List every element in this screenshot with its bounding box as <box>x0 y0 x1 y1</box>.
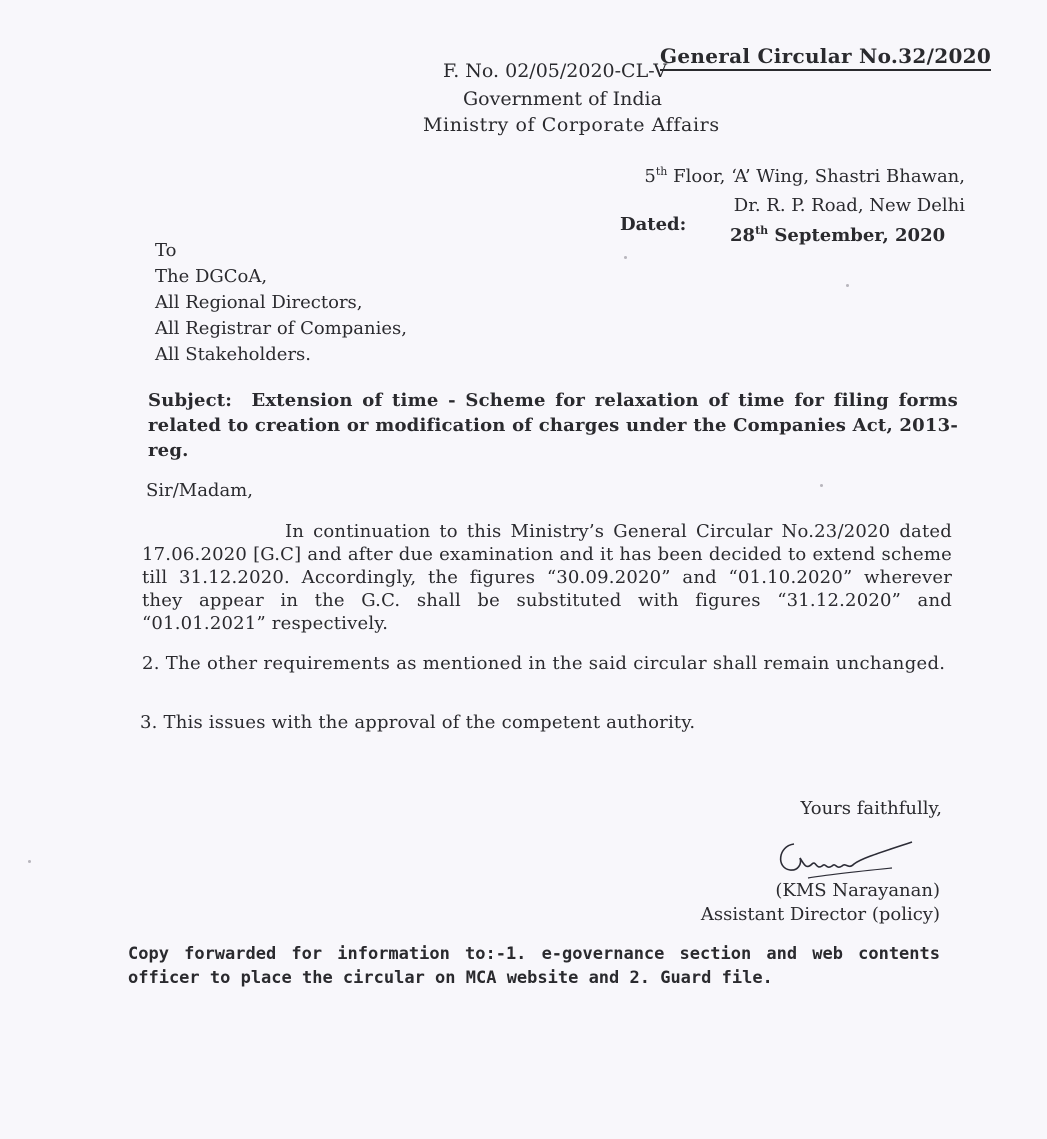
signatory-name: (KMS Narayanan) <box>775 880 940 901</box>
scan-speck <box>820 484 823 487</box>
address-line-2: Dr. R. P. Road, New Delhi <box>733 195 965 216</box>
closing-phrase: Yours faithfully, <box>800 798 942 819</box>
recipient-item: All Registrar of Companies, <box>155 318 407 339</box>
paragraph-2: 2. The other requirements as mentioned in the said circular shall remain unchanged. <box>142 653 946 674</box>
subject-text: Extension of time - Scheme for relaxation of time for filing forms related to creation or modification of charges under the Companies Act, 2013- reg. <box>148 390 958 461</box>
salutation: Sir/Madam, <box>146 480 253 501</box>
scan-speck <box>624 256 627 259</box>
subject-label: Subject: <box>148 390 233 411</box>
subject-line <box>148 388 958 463</box>
address-line-1 <box>644 165 965 187</box>
government-name: Government of India <box>463 88 662 110</box>
recipient-item: All Regional Directors, <box>155 292 363 313</box>
dated-value <box>730 224 945 246</box>
recipient-item: All Stakeholders. <box>155 344 312 365</box>
dated-label: Dated: <box>620 214 687 235</box>
circular-number: General Circular No.32/2020 <box>660 44 991 71</box>
date-day: 28 <box>730 225 756 246</box>
recipient-item: The DGCoA, <box>155 266 268 287</box>
date-suffix: th <box>755 224 769 237</box>
address-line-1-text: Floor, ‘A’ Wing, Shastri Bhawan, <box>667 166 965 187</box>
to-label: To <box>155 240 177 261</box>
floor-number: 5 <box>644 166 656 187</box>
signatory-designation: Assistant Director (policy) <box>700 904 940 925</box>
scan-speck <box>846 284 849 287</box>
recipients-block <box>155 238 407 368</box>
scan-speck <box>28 860 31 863</box>
floor-suffix: th <box>655 165 668 178</box>
ministry-name: Ministry of Corporate Affairs <box>423 114 720 136</box>
copy-forwarded-note: Copy forwarded for information to:-1. e-governance section and web contents officer to place the circular on MCA website and 2. Guard file. <box>128 944 940 988</box>
paragraph-1: In continuation to this Ministry’s General Circular No.23/2020 dated 17.06.2020 [G.C] and after due examination and it has been decided to extend scheme till 31.12.2020. Accordingly, the figures “30.09.2020” and “01.10.2020” wherever they appear in the G.C. shall be substituted with figures “31.12.2020” and “01.01.2021” respectively. <box>142 521 952 634</box>
file-number: F. No. 02/05/2020-CL-V <box>443 60 667 82</box>
date-month-year: September, 2020 <box>768 225 946 246</box>
paragraph-3: 3. This issues with the approval of the competent authority. <box>140 712 696 733</box>
